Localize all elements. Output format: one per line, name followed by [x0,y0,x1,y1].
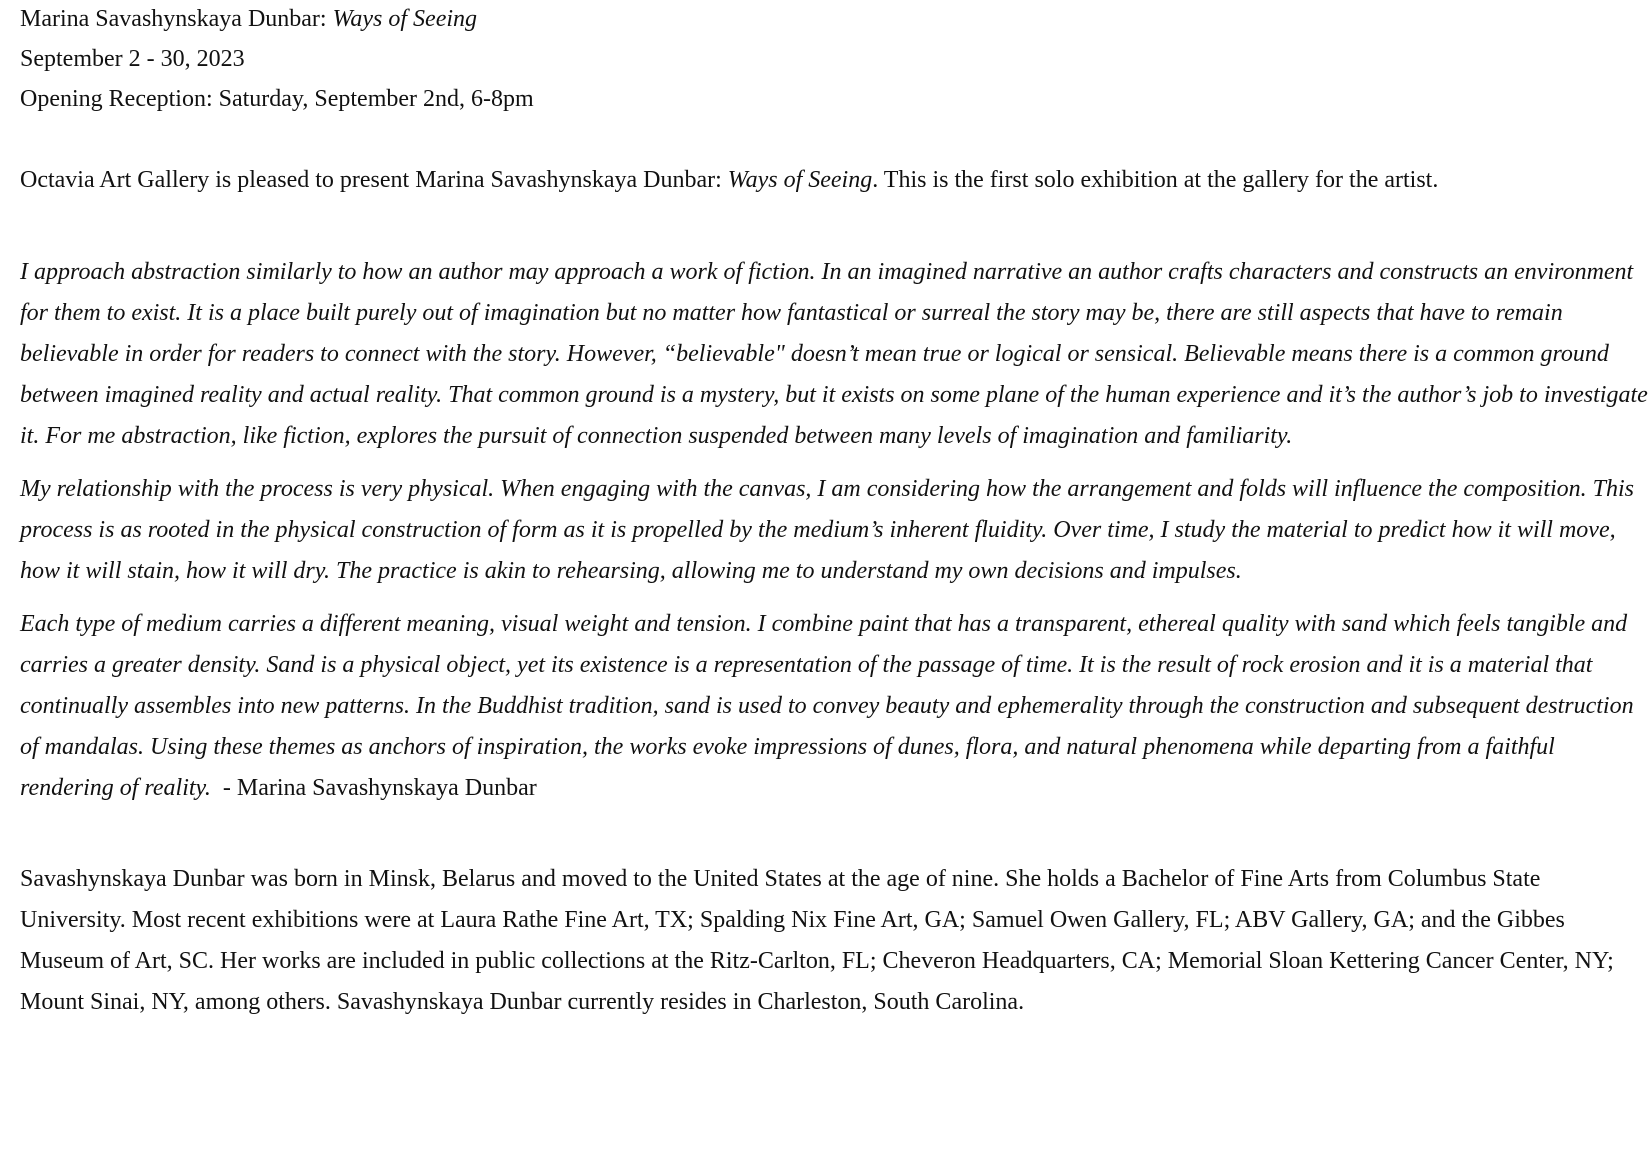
statement-attribution: - Marina Savashynskaya Dunbar [210,775,537,801]
artist-statement-paragraph-2: My relationship with the process is very physical. When engaging with the canvas, I am considering how the arrangement and folds will influence the composition. This process is as rooted in the physical construction of form as it is propelled by the medium’s inherent fluidity. Over time, I study the material to predict how it will move, how it will stain, how it will dry. The practice is akin to rehearsing, allowing me to understand my own decisions and impulses. [20,476,1635,584]
intro-text-before: Octavia Art Gallery is pleased to present Marina Savashynskaya Dunbar: [20,167,728,193]
artist-name: Marina Savashynskaya Dunbar [20,6,320,32]
artist-statement-paragraph-3 [20,604,1648,809]
exhibition-dates: September 2 - 30, 2023 [20,46,245,72]
exhibition-title: Ways of Seeing [332,6,478,32]
artist-bio-paragraph: Savashynskaya Dunbar was born in Minsk, Belarus and moved to the United States at the age of nine. She holds a Bachelor of Fine Arts from Columbus State University. Most recent exhibitions were at Laura Rathe Fine Art, TX; Spalding Nix Fine Art, GA; Samuel Owen Gallery, FL; ABV Gallery, GA; and the Gibbes Museum of Art, SC. Her works are included in public collections at the Ritz-Carlton, FL; Cheveron Headquarters, CA; Memorial Sloan Kettering Cancer Center, NY; Mount Sinai, NY, among others. Savashynskaya Dunbar currently resides in Charleston, South Carolina. [20,866,1614,1015]
press-release [20,0,1648,1023]
exhibition-heading [20,0,1648,39]
artist-statement-paragraph-1: I approach abstraction similarly to how an author may approach a work of fiction. In an imagined narrative an author crafts characters and constructs an environment for them to exist. It is a place built purely out of imagination but no matter how fantastical or surreal the story may be, there are still aspects that have to remain believable in order for readers to connect with the story. However, “believable" doesn’t mean true or logical or sensical. Believable means there is a common ground between imagined reality and actual reality. That common ground is a mystery, but it exists on some plane of the human experience and it’s the author’s job to investigate it. For me abstraction, like fiction, explores the pursuit of connection suspended between many levels of imagination and familiarity. [20,259,1648,449]
intro-exhibition-title: Ways of Seeing [727,167,873,193]
artist-statement-paragraph-3-text: Each type of medium carries a different meaning, visual weight and tension. I combine paint that has a transparent, ethereal quality with sand which feels tangible and carries a greater density. Sand is a physical object, yet its existence is a representation of the passage of time. It is the result of rock erosion and it is a material that continually assembles into new patterns. In the Buddhist tradition, sand is used to convey beauty and ephemerality through the construction and subsequent destruction of mandalas. Using these themes as anchors of inspiration, the works evoke impressions of dunes, flora, and natural phenomena while departing from a faithful rendering of reality. [20,611,1634,801]
intro-paragraph [20,160,1648,200]
opening-reception: Opening Reception: Saturday, September 2nd, 6-8pm [20,86,534,112]
title-separator: : [319,6,333,32]
intro-text-after: . This is the first solo exhibition at the gallery for the artist. [872,167,1439,193]
